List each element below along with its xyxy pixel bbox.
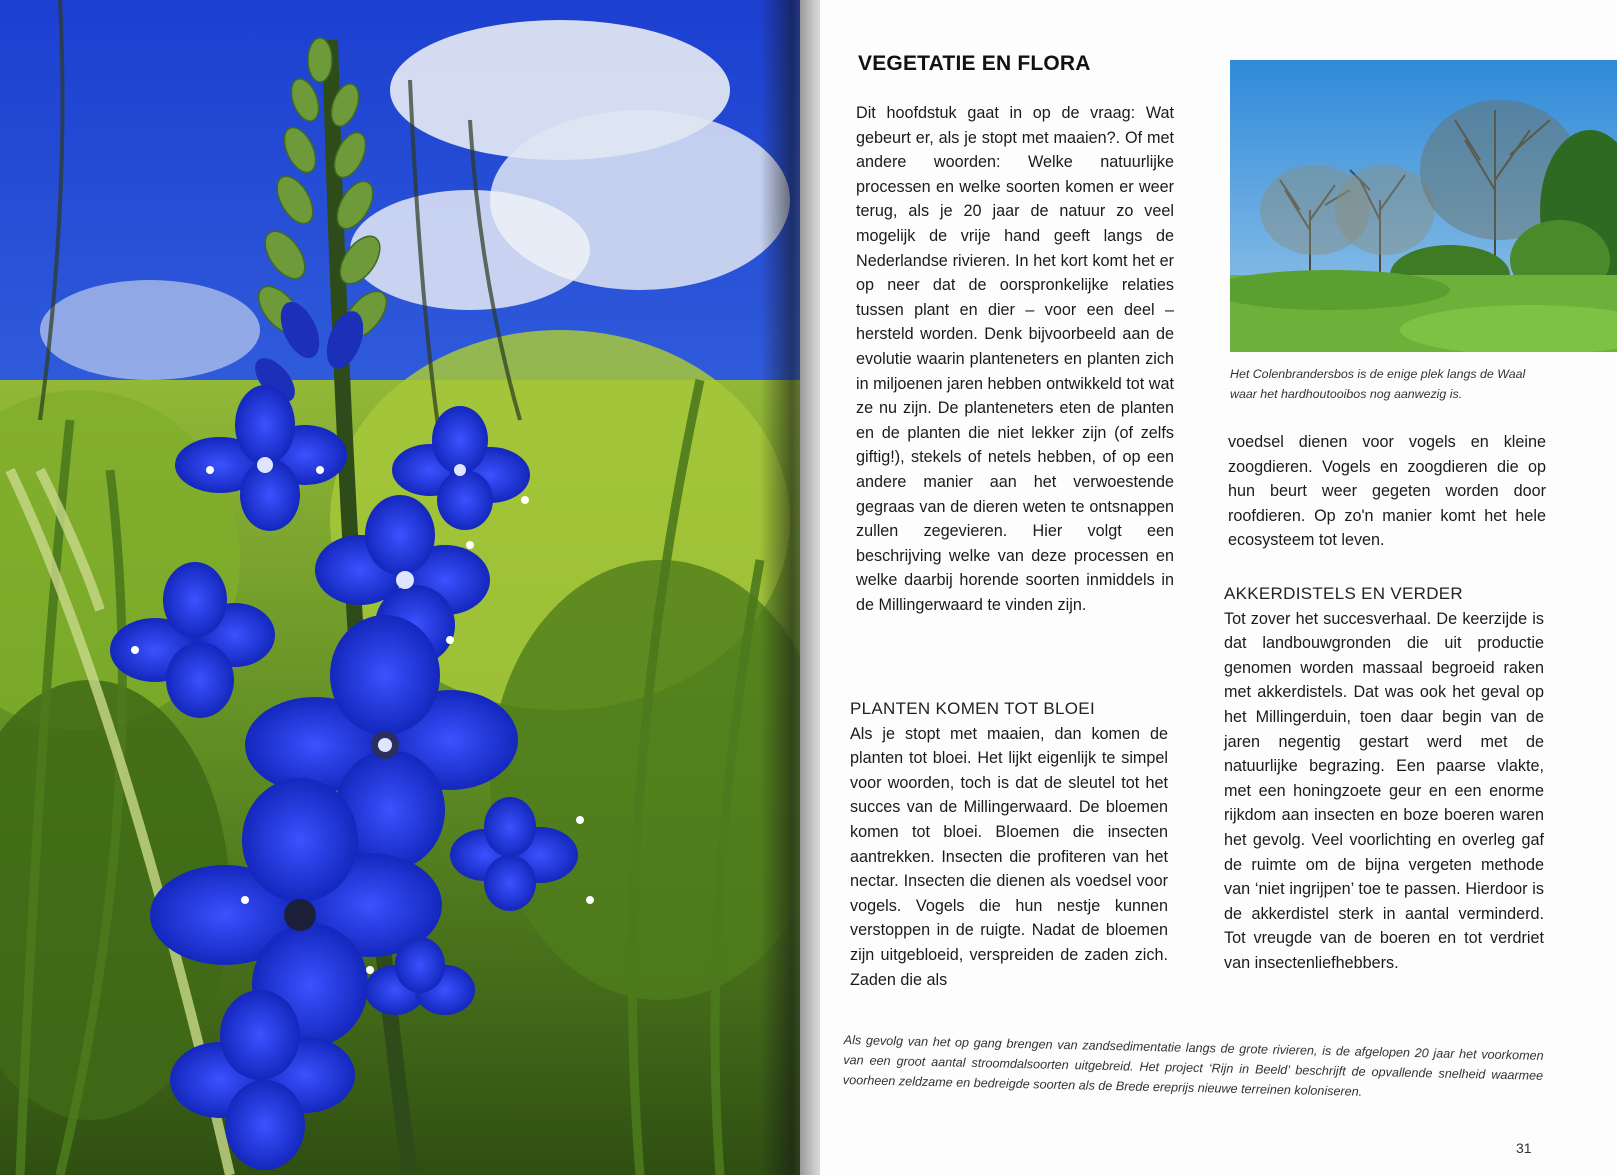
section-akkerdistels: [1224, 582, 1544, 976]
intro-text-block: [856, 101, 1174, 617]
bloei-continued-block: [1228, 430, 1546, 553]
speedwell-flower-photo: [0, 0, 800, 1175]
page-title: VEGETATIE EN FLORA: [858, 52, 1091, 75]
page-number: 31: [1516, 1140, 1532, 1156]
section-heading-bloei: PLANTEN KOMEN TOT BLOEI: [850, 699, 1095, 718]
bloei-continued-paragraph: voedsel dienen voor vogels en kleine zoogdieren. Vogels en zoogdieren die op hun beurt weer gegeten worden door roofdieren. Op zo'n manier komt het hele ecosysteem tot leven.: [1228, 433, 1546, 550]
intro-paragraph: Dit hoofdstuk gaat in op de vraag: Wat gebeurt er, als je stopt met maaien?. Of met andere woorden: Welke natuurlijke processen en welke soorten komen er weer terug, als je 20 jaar de natuur zo veel mogelijk de vrije hand geeft langs de Nederlandse rivieren. In het kort komt het er op neer dat de oorspronkelijke relaties tussen plant en dier – voor een deel – hersteld worden. Denk bijvoorbeeld aan de evolutie waarin planteneters en planten zich in miljoenen jaren hebben ontwikkeld tot wat ze nu zijn. De planteneters eten de planten en de planten die niet lekker zijn (of zelfs giftig!), stekels of netels hebben, of op een andere manier aan het verwoestende gegraas van de dieren weten te ontsnappen zullen zegevieren. Hier volgt een beschrijving welke van deze processen en welke daarbij horende soorten inmiddels in de Millingerwaard te vinden zijn.: [856, 104, 1174, 614]
akkerdistels-paragraph: Tot zover het succesverhaal. De keerzijde is dat landbouwgronden die uit productie genomen worden massaal begroeid raken met akkerdistels. Dat was ook het geval op het Millingerduin, toen daar begin van de jaren negentig gestart werd met de natuurlijke begrazing. Een paarse vlakte, met een honingzoete geur en een enorme rijkdom aan insecten en boze boeren waren het gevolg. Veel voorlichting en overleg gaf de ruimte om de bijna vergeten methode van ‘niet ingrijpen’ toe te passen. Hierdoor is de akkerdistel sterk in aantal verminderd. Tot vreugde van de boeren en tot verdriet van insectenliefhebbers.: [1224, 609, 1544, 972]
colenbrandersbos-photo: [1230, 60, 1617, 352]
section-heading-akkerdistels: AKKERDISTELS EN VERDER: [1224, 584, 1463, 603]
section-planten-bloei: [850, 697, 1168, 992]
photo-caption-brede-ereprijs: Als gevolg van het op gang brengen van zandsedimentatie langs de grote rivieren, is de afgelopen 20 jaar het voorkomen van een groot aantal stroomdalsoorten uitgebreid. Het project ‘Rijn in Beeld’ beschrijft de opvallende snelheid waarmee voorheen zeldzame en bedreigde soorten als de Brede ereprijs nieuwe terreinen koloniseren.: [842, 1032, 1544, 1099]
bloei-paragraph: Als je stopt met maaien, dan komen de planten tot bloei. Het lijkt eigenlijk te simpel voor woorden, toch is dat de sleutel tot het succes van de Millingerwaard. De bloemen komen tot bloei. Bloemen die insecten aantrekken. Insecten die profiteren van het nectar. Insecten die dienen als voedsel voor vogels. Vogels die hun nestje kunnen verstoppen in de ruigte. Nadat de bloemen zijn uitgebloeid, verspreiden de zaden zich. Zaden die als: [850, 724, 1168, 989]
photo-caption-colenbrandersbos: Het Colenbrandersbos is de enige plek langs de Waal waar het hardhoutooibos nog aanwezig is.: [1230, 367, 1526, 401]
